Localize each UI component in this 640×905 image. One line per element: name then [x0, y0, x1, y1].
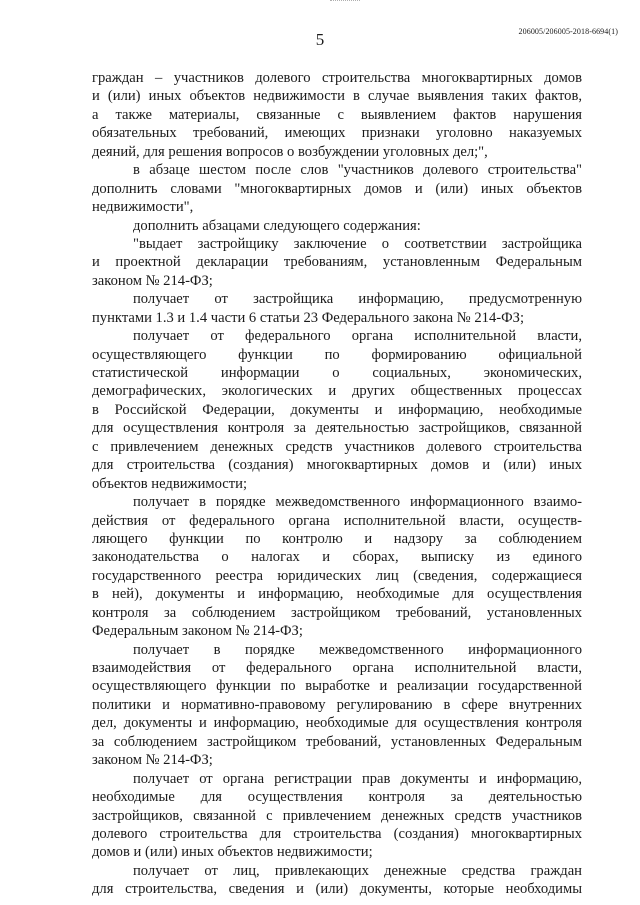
text-line: деяний, для решения вопросов о возбуждении уголовных дел;",	[92, 143, 488, 160]
text-line: долевого строительства для строительства (создания) многоквартирных	[92, 825, 582, 842]
text-line: Федеральным законом № 214-ФЗ;	[92, 623, 303, 640]
text-line: и (или) иных объектов недвижимости в случае выявления таких фактов,	[92, 88, 582, 105]
text-line: дополнить абзацами следующего содержания:	[133, 217, 421, 234]
text-line: и проектной декларации требованиям, установленным Федеральным	[92, 254, 582, 271]
text-line: в ней), документы и информацию, необходимые для осуществления	[92, 586, 582, 603]
text-line: дел, документы и информацию, необходимые для осуществления контроля	[92, 715, 582, 732]
text-line: государственного реестра юридических лиц (сведения, содержащиеся	[92, 567, 582, 584]
text-line: застройщиков, связанной с привлечением денежных средств участников	[92, 807, 582, 824]
text-line: необходимые для осуществления контроля за деятельностью	[92, 789, 582, 806]
text-line: объектов недвижимости;	[92, 475, 248, 492]
text-line: домов и (или) иных объектов недвижимости;	[92, 844, 373, 861]
text-line: "выдает застройщику заключение о соответствии застройщика	[133, 235, 582, 252]
text-line: с привлечением денежных средств участников долевого строительства	[92, 438, 582, 455]
text-line: получает от федерального органа исполнительной власти,	[133, 328, 582, 345]
text-line: получает в порядке межведомственного информационного	[133, 641, 582, 658]
text-line: а также материалы, связанные с выявлением фактов нарушения	[92, 106, 582, 123]
text-line: недвижимости",	[92, 199, 194, 216]
text-line: граждан – участников долевого строительства многоквартирных домов	[92, 70, 582, 86]
page-number: 5	[315, 30, 325, 49]
text-line: получает в порядке межведомственного информационного взаимо-	[133, 494, 582, 511]
text-line: политики и нормативно-правовому регулированию в сфере внутренних	[92, 696, 582, 713]
text-line: для осуществления контроля за деятельностью застройщиков, связанной	[92, 420, 582, 437]
text-line: получает от лиц, привлекающих денежные средства граждан	[133, 862, 582, 879]
text-line: демографических, экологических и других общественных процессах	[92, 383, 582, 400]
text-line: ляющего функции по контролю и надзору за соблюдением	[92, 530, 582, 547]
text-line: дополнить словами "многоквартирных домов и (или) иных объектов	[92, 180, 582, 197]
text-line: в абзаце шестом после слов "участников долевого строительства"	[133, 162, 582, 179]
text-line: законом № 214-ФЗ;	[92, 272, 213, 289]
document-id: 206005/206005-2018-6694(1)	[518, 27, 618, 36]
text-line: действия от федерального органа исполнительной власти, осуществ-	[92, 512, 582, 529]
text-line: законом № 214-ФЗ;	[92, 752, 213, 769]
text-line: в Российской Федерации, документы и информацию, необходимые	[92, 401, 582, 418]
text-line: обязательных требований, имеющих признаки уголовно наказуемых	[92, 125, 582, 142]
text-line: за соблюдением застройщиком требований, установленных Федеральным	[92, 733, 582, 750]
text-line: пунктами 1.3 и 1.4 части 6 статьи 23 Федерального закона № 214-ФЗ;	[92, 309, 524, 326]
text-line: для строительства, сведения и (или) документы, которые необходимы	[92, 881, 582, 898]
text-line: осуществляющего функции по формированию официальной	[92, 346, 582, 363]
text-line: контроля за соблюдением застройщиком требований, установленных	[92, 604, 582, 621]
text-line: взаимодействия от федерального органа исполнительной власти,	[92, 660, 582, 676]
text-line: получает от органа регистрации прав документы и информацию,	[133, 770, 582, 787]
text-line: для строительства (создания) многоквартирных домов и (или) иных	[92, 457, 582, 474]
text-line: получает от застройщика информацию, предусмотренную	[133, 291, 582, 308]
text-line: осуществляющего функции по выработке и реализации государственной	[92, 678, 582, 695]
text-line: статистической информации о социальных, экономических,	[92, 365, 582, 381]
scan-mark	[330, 0, 360, 3]
document-body	[92, 69, 582, 899]
text-line: законодательства о налогах и сборах, выписку из единого	[92, 549, 582, 566]
